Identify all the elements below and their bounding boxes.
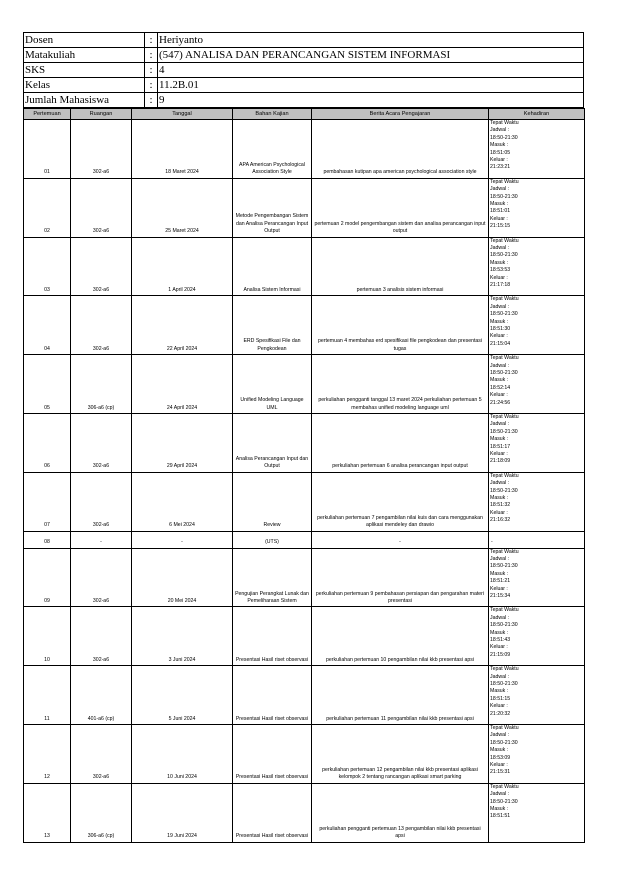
kehadiran-line: 18:51:30 [490,326,511,333]
kehadiran-line: 18:50-21:30 [490,739,518,746]
table-row [24,607,585,666]
cell-kehadiran [489,666,585,725]
cell-pertemuan: 07 [24,472,71,531]
cell-tanggal: 20 Mei 2024 [132,548,233,607]
cell-tanggal: 19 Juni 2024 [132,783,233,842]
cell-pertemuan: 01 [24,120,71,179]
kehadiran-line: 21:15:34 [490,593,511,600]
table-row [24,666,585,725]
kehadiran-line: Masuk : [490,805,509,812]
kehadiran-line: Tepat Waktu [490,178,519,185]
kehadiran-line: 21:15:15 [490,223,511,230]
kehadiran-line: Keluar : [490,644,508,651]
col-header-ruangan: Ruangan [71,109,132,120]
info-value: (547) ANALISA DAN PERANCANGAN SISTEM INFORMASI [158,48,584,63]
cell-tanggal: 22 April 2024 [132,296,233,355]
cell-pertemuan: 02 [24,178,71,237]
cell-kehadiran [489,472,585,531]
info-separator: : [145,78,158,93]
cell-pertemuan: 11 [24,666,71,725]
kehadiran-line: Keluar : [490,157,508,164]
info-row [24,93,584,108]
kehadiran-line: 18:51:32 [490,502,511,509]
cell-bahan-kajian: Analisa Perancangan Input dan Output [233,413,312,472]
cell-berita-acara: perkuliahan pertemuan 9 pembahasan persiapan dan pengarahan materi presentasi [312,548,489,607]
table-row [24,178,585,237]
cell-bahan-kajian: ERD Spesifikasi File dan Pengkodean [233,296,312,355]
cell-berita-acara: pertemuan 3 analisis sistem informasi [312,237,489,296]
info-label: Jumlah Mahasiswa [24,93,145,108]
kehadiran-line: 18:50-21:30 [490,798,518,805]
cell-bahan-kajian: Metode Pengembangan Sistem dan Analisa Perancangan Input Output [233,178,312,237]
kehadiran-line: Jadwal : [490,421,510,428]
cell-ruangan: 302-a6 [71,548,132,607]
info-separator: : [145,93,158,108]
kehadiran-line: Masuk : [490,318,509,325]
cell-bahan-kajian: Analisa Sistem Informasi [233,237,312,296]
kehadiran-line: 21:20:32 [490,710,511,717]
attendance-report [23,32,584,843]
cell-ruangan: 302-a6 [71,296,132,355]
kehadiran-line: 18:50-21:30 [490,563,518,570]
cell-bahan-kajian: Presentasi Hasil riset observasi [233,783,312,842]
kehadiran-line: Keluar : [490,762,508,768]
info-row [24,48,584,63]
cell-berita-acara: perkuliahan pengganti pertemuan 13 pengambilan nilai kkb presentasi apsi [312,783,489,842]
kehadiran-line: Keluar : [490,274,508,281]
kehadiran-line: Masuk : [490,629,509,636]
kehadiran-line: 18:51:51 [490,813,511,820]
kehadiran-line: 18:50-21:30 [490,622,518,629]
cell-tanggal: 24 April 2024 [132,355,233,414]
kehadiran-line: Keluar : [490,392,508,399]
info-value: 4 [158,63,584,78]
info-row [24,63,584,78]
kehadiran-line: 18:50-21:30 [490,252,518,259]
kehadiran-line: 18:53:53 [490,267,511,274]
kehadiran-line: Keluar : [490,333,508,340]
cell-ruangan: 302-a6 [71,724,132,783]
kehadiran-line: 18:50-21:30 [490,487,518,494]
cell-ruangan: 306-a6 (cp) [71,355,132,414]
kehadiran-line: 18:51:17 [490,443,511,450]
kehadiran-line: Tepat Waktu [490,724,519,731]
table-row [24,237,585,296]
cell-ruangan: 302-a6 [71,120,132,179]
kehadiran-line: - [491,539,493,546]
kehadiran-line: 18:51:15 [490,695,511,702]
kehadiran-line: 21:18:09 [490,458,511,465]
kehadiran-line: 18:50-21:30 [490,370,518,376]
cell-tanggal: 18 Maret 2024 [132,120,233,179]
kehadiran-line: Tepat Waktu [490,237,519,244]
kehadiran-line: Tepat Waktu [490,666,519,673]
kehadiran-line: Jadwal : [490,791,510,798]
cell-berita-acara: perkuliahan pertemuan 7 pengambilan nilai kuis dan cara menggunakan aplikasi mendeley dan drawio [312,472,489,531]
cell-kehadiran [489,531,585,548]
kehadiran-line: 21:23:21 [490,164,511,171]
kehadiran-line: 18:51:01 [490,208,511,215]
kehadiran-line: Tepat Waktu [490,413,519,420]
cell-kehadiran [489,413,585,472]
cell-ruangan: 302-a6 [71,413,132,472]
cell-kehadiran [489,296,585,355]
cell-kehadiran [489,783,585,842]
cell-ruangan: 302-a6 [71,237,132,296]
cell-bahan-kajian: (UTS) [233,531,312,548]
table-row [24,548,585,607]
kehadiran-line: 21:16:32 [490,517,511,524]
cell-ruangan: - [71,531,132,548]
cell-pertemuan: 12 [24,724,71,783]
kehadiran-line: Keluar : [490,451,508,458]
info-value: Heriyanto [158,33,584,48]
cell-ruangan: 401-a6 (cp) [71,666,132,725]
kehadiran-line: Keluar : [490,585,508,592]
cell-tanggal: - [132,531,233,548]
kehadiran-line: Keluar : [490,215,508,222]
kehadiran-line: Keluar : [490,703,508,710]
cell-ruangan: 306-a6 (cp) [71,783,132,842]
cell-pertemuan: 09 [24,548,71,607]
cell-berita-acara: pertemuan 4 membahas erd spesifikasi file pengkodean dan presentasi tugas [312,296,489,355]
cell-bahan-kajian: Review [233,472,312,531]
kehadiran-line: 18:50-21:30 [490,311,518,318]
cell-bahan-kajian: APA American Psychological Association Style [233,120,312,179]
kehadiran-line: Jadwal : [490,555,510,562]
table-row [24,296,585,355]
info-row [24,33,584,48]
info-separator: : [145,33,158,48]
kehadiran-line: Tepat Waktu [490,355,519,362]
kehadiran-line: Tepat Waktu [490,120,519,126]
info-label: Kelas [24,78,145,93]
cell-bahan-kajian: Presentasi Hasil riset observasi [233,607,312,666]
table-row [24,531,585,548]
meeting-table [23,108,585,843]
info-label: Dosen [24,33,145,48]
info-label: Matakuliah [24,48,145,63]
cell-pertemuan: 13 [24,783,71,842]
cell-pertemuan: 03 [24,237,71,296]
kehadiran-line: Masuk : [490,259,509,266]
cell-tanggal: 5 Juni 2024 [132,666,233,725]
info-separator: : [145,48,158,63]
cell-berita-acara: - [312,531,489,548]
kehadiran-line: Jadwal : [490,127,510,134]
kehadiran-line: Jadwal : [490,303,510,310]
kehadiran-line: Tepat Waktu [490,548,519,555]
col-header-pertemuan: Pertemuan [24,109,71,120]
cell-tanggal: 6 Mei 2024 [132,472,233,531]
cell-berita-acara: perkuliahan pertemuan 10 pengambilan nilai kkb presentasi apsi [312,607,489,666]
cell-tanggal: 25 Maret 2024 [132,178,233,237]
kehadiran-line: Jadwal : [490,245,510,251]
cell-berita-acara: perkuliahan pertemuan 6 analisa perancangan input output [312,413,489,472]
kehadiran-line: Masuk : [490,436,509,443]
cell-berita-acara: pembahasan kutipan apa american psychological association style [312,120,489,179]
kehadiran-line: Masuk : [490,201,509,208]
cell-ruangan: 302-a6 [71,472,132,531]
cell-tanggal: 29 April 2024 [132,413,233,472]
cell-kehadiran [489,237,585,296]
kehadiran-line: Jadwal : [490,186,510,193]
cell-kehadiran [489,355,585,414]
table-row [24,724,585,783]
table-row [24,120,585,179]
kehadiran-line: Masuk : [490,688,509,695]
kehadiran-line: 18:52:14 [490,384,511,391]
kehadiran-line: 21:15:31 [490,769,511,776]
table-row [24,413,585,472]
kehadiran-line: Masuk : [490,377,509,384]
cell-kehadiran [489,120,585,179]
kehadiran-line: Masuk : [490,747,509,754]
cell-pertemuan: 10 [24,607,71,666]
col-header-kehadiran: Kehadiran [489,109,585,120]
kehadiran-line: 18:53:09 [490,754,511,761]
kehadiran-line: Tepat Waktu [490,607,519,614]
cell-bahan-kajian: Presentasi Hasil riset observasi [233,666,312,725]
cell-berita-acara: perkuliahan pertemuan 12 pengambilan nilai kkb presentasi aplikasi kelompok 2 tentang rancangan aplikasi smart parking [312,724,489,783]
table-row [24,783,585,842]
info-value: 9 [158,93,584,108]
kehadiran-line: 18:50-21:30 [490,680,518,687]
cell-tanggal: 3 Juni 2024 [132,607,233,666]
cell-pertemuan: 05 [24,355,71,414]
cell-berita-acara: perkuliahan pengganti tanggal 13 maret 2024 perkuliahan pertemuan 5 membahas unified modeling language uml [312,355,489,414]
col-header-bahan-kajian: Bahan Kajian [233,109,312,120]
cell-tanggal: 1 April 2024 [132,237,233,296]
kehadiran-line: 18:50-21:30 [490,134,518,141]
cell-pertemuan: 06 [24,413,71,472]
table-row [24,355,585,414]
kehadiran-line: 18:50-21:30 [490,428,518,435]
kehadiran-line: Tepat Waktu [490,296,519,303]
cell-kehadiran [489,178,585,237]
table-row [24,472,585,531]
cell-pertemuan: 04 [24,296,71,355]
cell-tanggal: 10 Juni 2024 [132,724,233,783]
cell-pertemuan: 08 [24,531,71,548]
kehadiran-line: 18:51:05 [490,149,511,156]
cell-berita-acara: perkuliahan pertemuan 11 pengambilan nilai kkb presentasi apsi [312,666,489,725]
kehadiran-line: Tepat Waktu [490,783,519,790]
kehadiran-line: 18:50-21:30 [490,193,518,200]
kehadiran-line: Jadwal : [490,732,510,739]
kehadiran-line: 18:51:21 [490,578,511,585]
kehadiran-line: 21:17:18 [490,282,511,289]
cell-bahan-kajian: Unified Modeling Language UML [233,355,312,414]
col-header-berita-acara: Berita Acara Pengajaran [312,109,489,120]
info-row [24,78,584,93]
kehadiran-line: Keluar : [490,509,508,516]
kehadiran-line: Masuk : [490,142,509,149]
kehadiran-line: 21:15:09 [490,651,511,658]
meeting-table-header [24,109,585,120]
kehadiran-line: Masuk : [490,495,509,501]
course-info-table [23,32,584,108]
cell-berita-acara: pertemuan 2 model pengembangan sistem dan analisa perancangan input output [312,178,489,237]
kehadiran-line: 21:24:56 [490,399,511,406]
kehadiran-line: 18:51:43 [490,637,511,643]
kehadiran-line: Jadwal : [490,614,510,621]
kehadiran-line: Jadwal : [490,480,510,487]
cell-kehadiran [489,548,585,607]
kehadiran-line: 21:15:04 [490,340,511,347]
cell-kehadiran [489,724,585,783]
kehadiran-line: Tepat Waktu [490,472,519,479]
cell-bahan-kajian: Presentasi Hasil riset observasi [233,724,312,783]
info-value: 11.2B.01 [158,78,584,93]
cell-ruangan: 302-a6 [71,607,132,666]
cell-bahan-kajian: Pengujian Perangkat Lunak dan Pemeliharaan Sistem [233,548,312,607]
info-separator: : [145,63,158,78]
kehadiran-line: Jadwal : [490,673,510,680]
col-header-tanggal: Tanggal [132,109,233,120]
cell-kehadiran [489,607,585,666]
kehadiran-line: Jadwal : [490,362,510,369]
cell-ruangan: 302-a6 [71,178,132,237]
kehadiran-line: Masuk : [490,570,509,577]
info-label: SKS [24,63,145,78]
